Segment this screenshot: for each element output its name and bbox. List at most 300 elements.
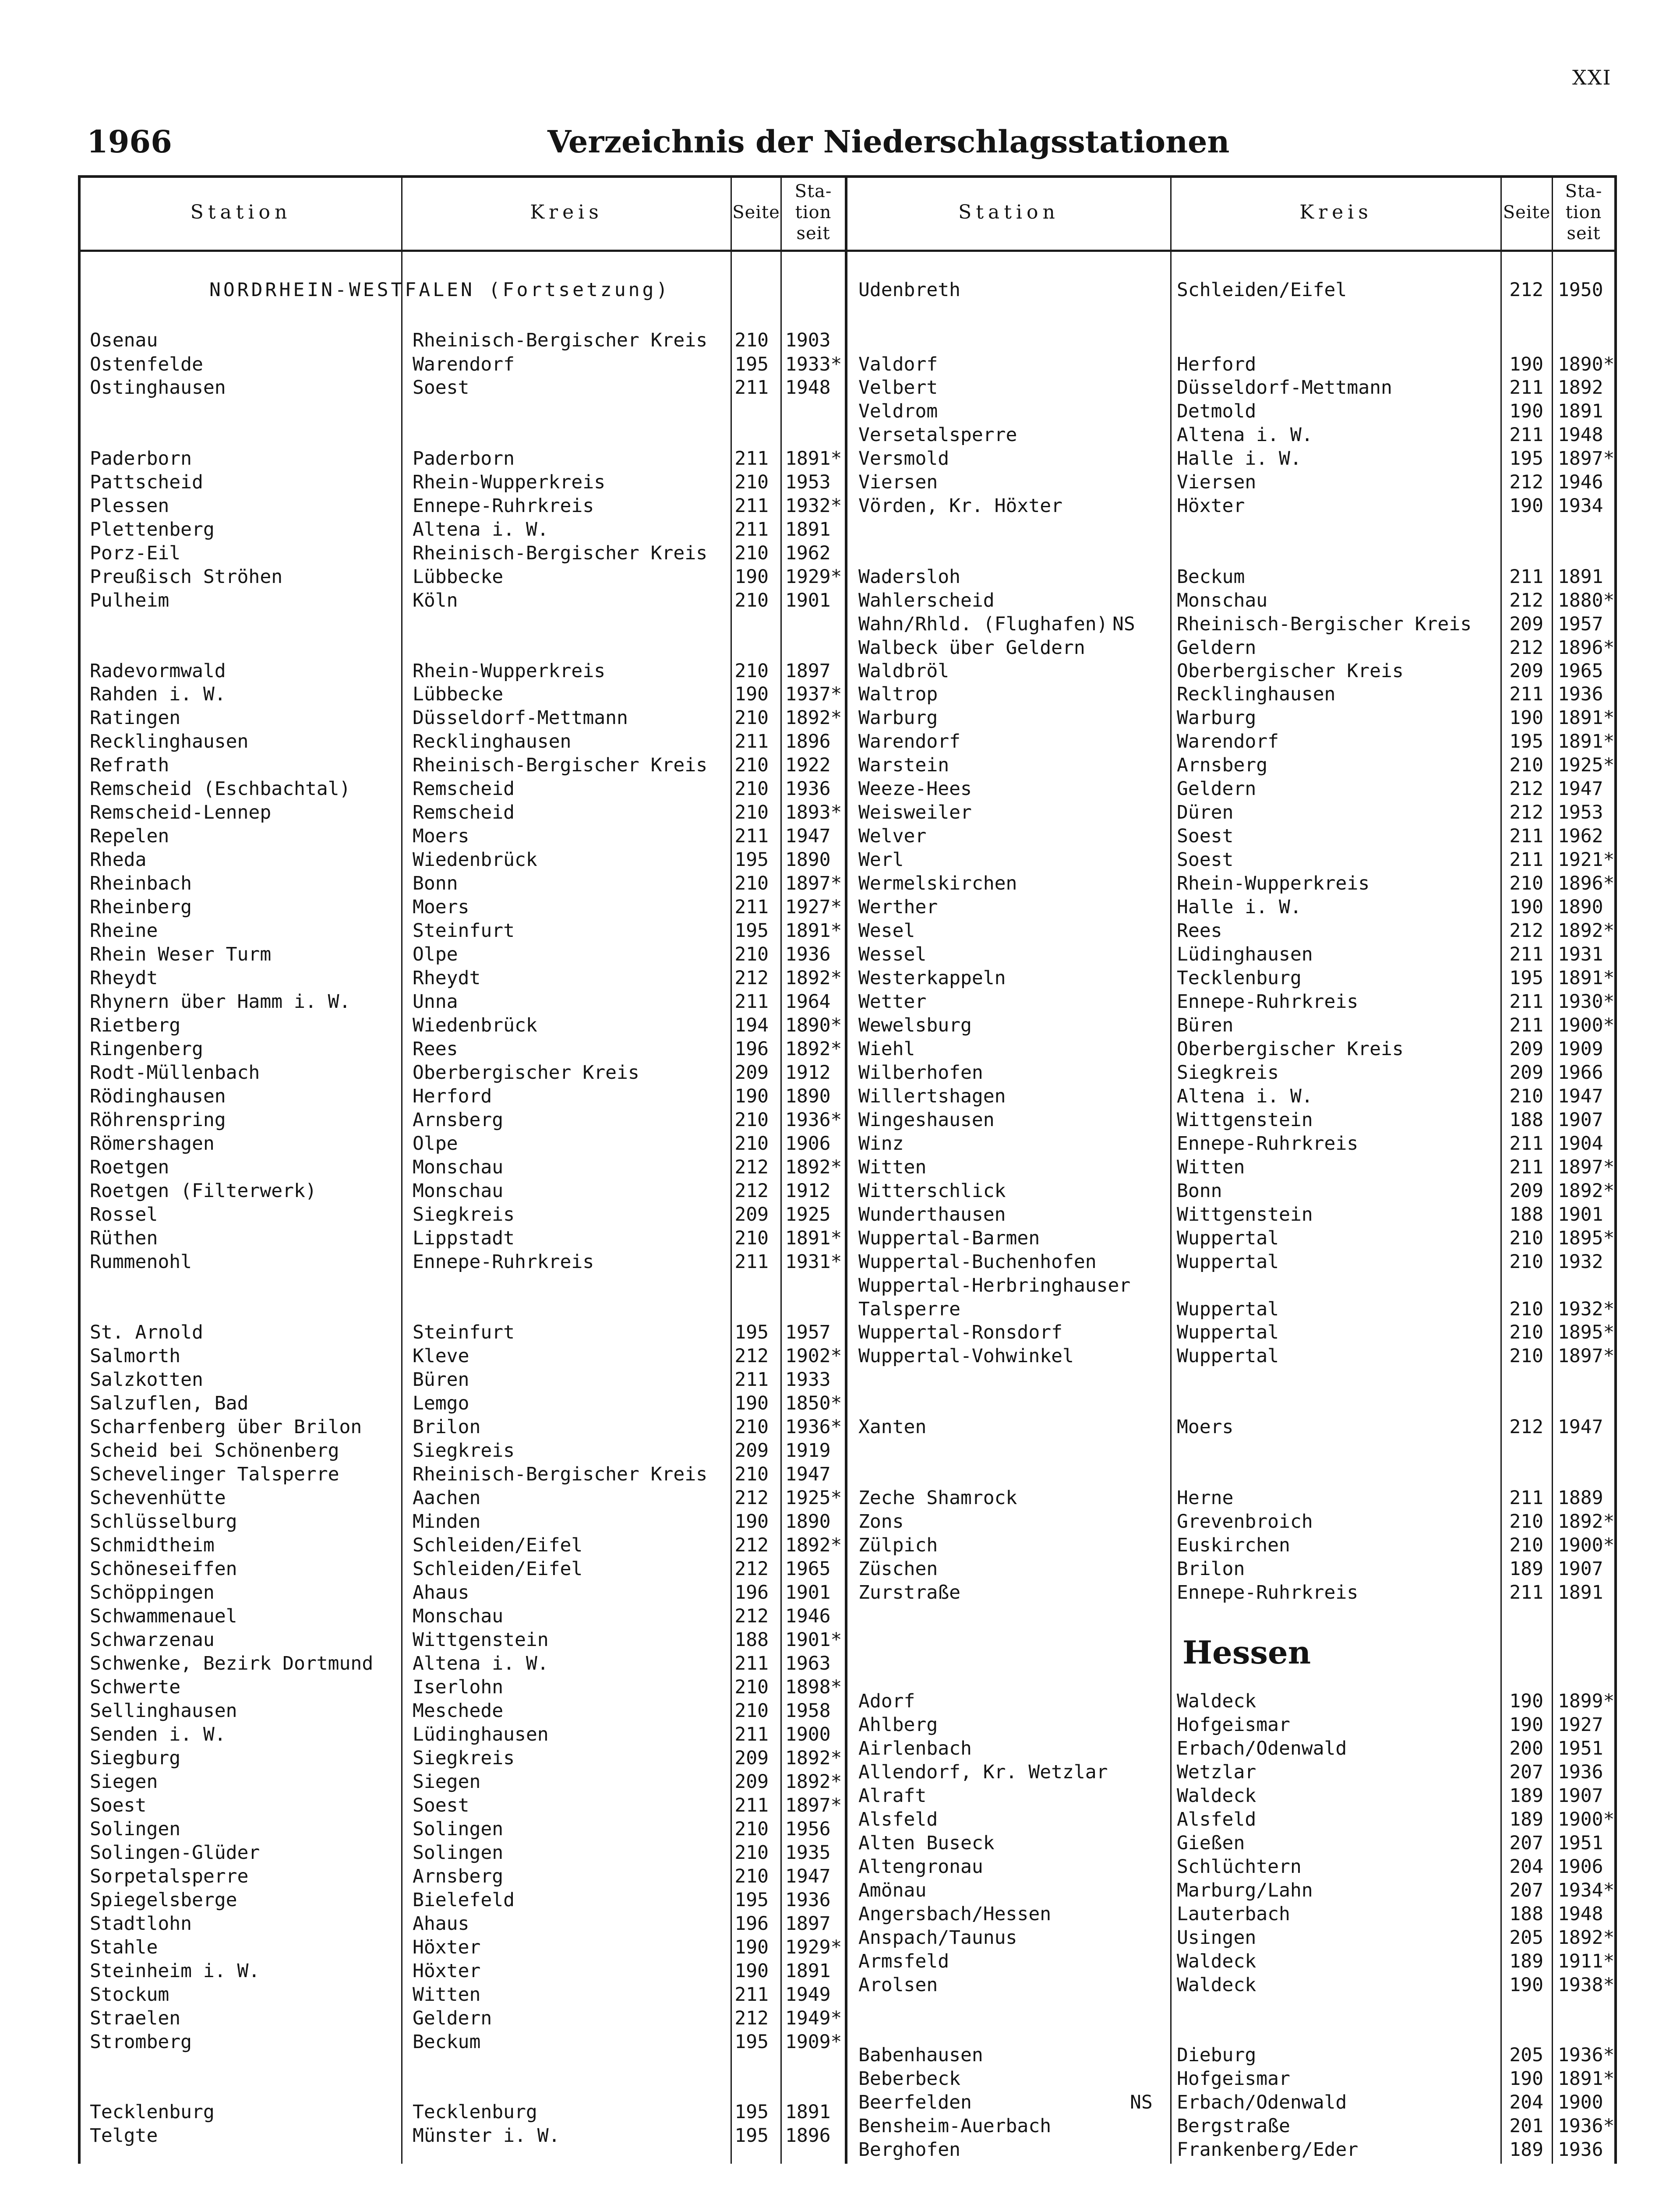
station-name: Schevenhütte: [90, 1487, 226, 1509]
station-year: 1892*: [785, 707, 842, 729]
table-row: [858, 682, 1612, 706]
station-year: 1907: [1558, 1109, 1603, 1131]
kreis-name: Wittgenstein: [1177, 1204, 1313, 1226]
station-name: Werl: [858, 849, 904, 871]
seite-value: 211: [734, 896, 769, 918]
kreis-name: Wiedenbrück: [413, 849, 537, 871]
station-year: 1890*: [785, 1014, 842, 1036]
kreis-name: Rhein-Wupperkreis: [413, 660, 606, 682]
table-row: [858, 423, 1612, 447]
seite-value: 195: [734, 2031, 769, 2053]
station-year: 1897*: [785, 1794, 842, 1816]
table-row: [90, 376, 841, 399]
table-row: [858, 1084, 1612, 1108]
seite-value: 190: [734, 1936, 769, 1958]
station-name: Siegburg: [90, 1747, 181, 1769]
station-name: Osenau: [90, 329, 158, 351]
table-row: [90, 801, 841, 824]
station-year: 1949: [785, 1984, 831, 2006]
seite-value: 190: [1509, 896, 1543, 918]
header-station-seit-right: [1553, 175, 1614, 250]
seite-value: 190: [734, 1960, 769, 1982]
kreis-name: Lüdinghausen: [1177, 943, 1313, 965]
station-year: 1951: [1558, 1832, 1603, 1854]
station-year: 1964: [785, 991, 831, 1013]
kreis-name: Ennepe-Ruhrkreis: [1177, 1133, 1359, 1155]
seite-value: 190: [1509, 353, 1543, 375]
seite-value: 211: [734, 1369, 769, 1391]
station-name: Arolsen: [858, 1974, 938, 1996]
kreis-name: Geldern: [1177, 637, 1256, 659]
station-name: Altengronau: [858, 1856, 983, 1878]
table-row: [90, 1983, 841, 2006]
seite-value: 210: [1509, 1298, 1543, 1320]
kreis-name: Wetzlar: [1177, 1761, 1256, 1783]
seite-value: 210: [1509, 1251, 1543, 1273]
station-year: 1891: [785, 1960, 831, 1982]
table-row: [90, 1084, 841, 1108]
table-row: [858, 1486, 1612, 1510]
station-name: Rahden i. W.: [90, 683, 226, 705]
seite-value: 200: [1509, 1738, 1543, 1759]
station-year: 1947: [785, 1865, 831, 1887]
station-year: 1932*: [785, 495, 842, 517]
station-year: 1895*: [1558, 1321, 1615, 1343]
seite-value: 212: [734, 967, 769, 989]
station-year: 1931: [1558, 943, 1603, 965]
station-name: Wuppertal-Ronsdorf: [858, 1321, 1062, 1343]
kreis-name: Rees: [1177, 920, 1222, 942]
table-row: [858, 777, 1612, 801]
kreis-name: Geldern: [1177, 778, 1256, 800]
seite-value: 211: [1509, 1582, 1543, 1604]
table-row: [90, 1533, 841, 1557]
station-name: Tecklenburg: [90, 2101, 215, 2123]
kreis-name: Waldeck: [1177, 1974, 1256, 1996]
kreis-name: Lemgo: [413, 1392, 469, 1414]
station-year: 1891: [1558, 400, 1603, 422]
station-name: Rheydt: [90, 967, 158, 989]
station-year: 1933*: [785, 353, 842, 375]
station-name: Alten Buseck: [858, 1832, 995, 1854]
table-row: [858, 1274, 1612, 1297]
station-name: Repelen: [90, 825, 169, 847]
station-name: Anspach/Taunus: [858, 1927, 1017, 1949]
station-year: 1900*: [1558, 1014, 1615, 1036]
table-row: [858, 895, 1612, 919]
kreis-name: Waldeck: [1177, 1690, 1256, 1712]
station-name: Soest: [90, 1794, 147, 1816]
kreis-name: Büren: [413, 1369, 469, 1391]
station-year: 1950: [1558, 279, 1603, 301]
station-name: Rodt-Müllenbach: [90, 1062, 260, 1084]
station-year: 1933: [785, 1369, 831, 1391]
seite-value: 211: [734, 1794, 769, 1816]
seite-value: 212: [734, 2007, 769, 2029]
station-year: 1936: [1558, 683, 1603, 705]
table-row: [90, 1841, 841, 1865]
station-name: Zurstraße: [858, 1582, 960, 1604]
kreis-name: Detmold: [1177, 400, 1256, 422]
table-row: [90, 943, 841, 966]
station-name: Wahn/Rhld. (Flughafen): [858, 613, 1108, 635]
seite-value: 188: [1509, 1903, 1543, 1925]
kreis-name: Olpe: [413, 1133, 458, 1155]
table-row: [90, 848, 841, 872]
station-name: Schwarzenau: [90, 1629, 215, 1651]
seite-value: 209: [734, 1771, 769, 1793]
seite-value: 210: [734, 590, 769, 611]
table-row: [90, 1037, 841, 1061]
station-year: 1966: [1558, 1062, 1603, 1084]
table-row: [858, 1344, 1615, 1368]
kreis-name: Ahaus: [413, 1582, 469, 1604]
kreis-name: Dieburg: [1177, 2044, 1256, 2066]
station-year: 1947: [1558, 1085, 1603, 1107]
table-row: [90, 1108, 841, 1132]
table-row: [90, 990, 841, 1014]
station-year: 1891: [785, 519, 831, 540]
station-name: Pulheim: [90, 590, 169, 611]
station-name: Salmorth: [90, 1345, 181, 1367]
seite-value: 211: [1509, 825, 1543, 847]
kreis-name: Steinfurt: [413, 1321, 515, 1343]
station-year: 1948: [1558, 424, 1603, 446]
kreis-name: Erbach/Odenwald: [1177, 1738, 1347, 1759]
seite-value: 190: [1509, 2068, 1543, 2090]
station-name: St. Arnold: [90, 1321, 203, 1343]
table-row: [90, 1723, 841, 1746]
station-year: 1897*: [1558, 1156, 1615, 1178]
kreis-name: Soest: [413, 1794, 469, 1816]
table-row: [858, 1831, 1612, 1855]
station-year: 1937*: [785, 683, 842, 705]
station-name: Schwerte: [90, 1676, 181, 1698]
seite-value: 210: [734, 1700, 769, 1722]
station-name: Weisweiler: [858, 802, 972, 823]
kreis-name: Höxter: [1177, 495, 1245, 517]
kreis-name: Euskirchen: [1177, 1534, 1290, 1556]
kreis-name: Moers: [413, 825, 469, 847]
kreis-name: Soest: [1177, 825, 1234, 847]
station-name: Röhrenspring: [90, 1109, 226, 1131]
table-row: [858, 706, 1615, 730]
table-row: [858, 1533, 1615, 1557]
kreis-name: Minden: [413, 1511, 481, 1533]
station-year: 1900: [1558, 2091, 1603, 2113]
table-row: [90, 1061, 841, 1084]
table-row: [858, 2091, 1612, 2114]
seite-value: 195: [734, 1889, 769, 1911]
kreis-name: Remscheid: [413, 778, 515, 800]
table-row: [90, 682, 841, 706]
station-name: Warburg: [858, 707, 938, 729]
station-name: Schöneseiffen: [90, 1558, 237, 1580]
seite-value: 209: [1509, 1062, 1543, 1084]
seite-value: 188: [1509, 1109, 1543, 1131]
kreis-name: Solingen: [413, 1842, 504, 1864]
station-name: Werther: [858, 896, 938, 918]
table-row: [90, 1604, 841, 1628]
section-nrw: NORDRHEIN-WESTFALEN (Fortsetzung): [209, 279, 671, 301]
station-year: 1891: [785, 2101, 831, 2123]
table-row: [858, 1037, 1612, 1061]
table-row: [90, 966, 841, 990]
station-year: 1962: [1558, 825, 1603, 847]
station-year: 1901: [1558, 1204, 1603, 1226]
station-year: 1936*: [1558, 2044, 1615, 2066]
kreis-name: Hofgeismar: [1177, 2068, 1290, 2090]
station-name: Airlenbach: [858, 1738, 972, 1759]
station-year: 1890: [785, 1085, 831, 1107]
table-row: [90, 1179, 841, 1203]
table-row: [858, 1108, 1612, 1132]
header-station-seit-line1: Sta-: [794, 181, 832, 201]
seite-value: 210: [734, 1463, 769, 1485]
station-name: Warendorf: [858, 731, 960, 752]
table-row: [858, 1203, 1612, 1226]
kreis-name: Rhein-Wupperkreis: [1177, 872, 1370, 894]
kreis-name: Brilon: [413, 1416, 481, 1438]
table-row: [858, 2114, 1615, 2138]
seite-value: 211: [734, 1251, 769, 1273]
kreis-name: Aachen: [413, 1487, 481, 1509]
station-name: Wewelsburg: [858, 1014, 972, 1036]
station-name: Rummenohl: [90, 1251, 192, 1273]
station-name: Schwenke, Bezirk Dortmund: [90, 1653, 374, 1674]
station-year: 1891*: [1558, 967, 1615, 989]
kreis-name: Remscheid: [413, 802, 515, 823]
station-year: 1929*: [785, 1936, 842, 1958]
station-year: 1892*: [785, 1534, 842, 1556]
station-year: 1936: [785, 778, 831, 800]
station-name: Wuppertal-Herbringhauser: [858, 1275, 1131, 1296]
header-divider: [78, 250, 1617, 252]
station-name: Wuppertal-Barmen: [858, 1227, 1040, 1249]
station-name: Plettenberg: [90, 519, 215, 540]
seite-value: 190: [1509, 1690, 1543, 1712]
station-name: Rheinberg: [90, 896, 192, 918]
table-row: [858, 1179, 1615, 1203]
kreis-name: Siegkreis: [413, 1440, 515, 1462]
kreis-name: Arnsberg: [413, 1865, 504, 1887]
kreis-name: Höxter: [413, 1936, 481, 1958]
kreis-name: Siegkreis: [413, 1204, 515, 1226]
table-row: [90, 1510, 841, 1533]
table-row: [858, 399, 1612, 423]
station-year: 1936: [785, 1889, 831, 1911]
station-name: Waldbröl: [858, 660, 949, 682]
station-year: 1850*: [785, 1392, 842, 1414]
table-row: [858, 1973, 1615, 1997]
seite-value: 210: [734, 329, 769, 351]
table-row: [90, 353, 841, 376]
kreis-name: Schleiden/Eifel: [413, 1534, 583, 1556]
station-year: 1892*: [785, 1771, 842, 1793]
kreis-name: Oberbergischer Kreis: [413, 1062, 639, 1084]
station-year: 1947: [785, 825, 831, 847]
station-name: Velbert: [858, 377, 938, 399]
station-year: 1891*: [785, 920, 842, 942]
station-name: Züschen: [858, 1558, 938, 1580]
table-row: [858, 353, 1615, 376]
seite-value: 190: [1509, 707, 1543, 729]
station-year: 1892*: [1558, 1927, 1615, 1949]
station-year: 1897*: [1558, 448, 1615, 470]
table-row: [90, 2006, 841, 2030]
station-name: Stromberg: [90, 2031, 192, 2053]
station-year: 1892*: [785, 1156, 842, 1178]
seite-value: 212: [734, 1534, 769, 1556]
seite-value: 210: [734, 1676, 769, 1698]
table-row: [90, 1936, 841, 1959]
kreis-name: Oberbergischer Kreis: [1177, 1038, 1404, 1060]
station-year: 1893*: [785, 802, 842, 823]
kreis-name: Büren: [1177, 1014, 1234, 1036]
station-name: Schevelinger Talsperre: [90, 1463, 339, 1485]
station-name: Stadtlohn: [90, 1913, 192, 1935]
seite-value: 209: [734, 1747, 769, 1769]
kreis-name: Meschede: [413, 1700, 504, 1722]
kreis-name: Solingen: [413, 1818, 504, 1840]
seite-value: 210: [1509, 1534, 1543, 1556]
kreis-name: Waldeck: [1177, 1950, 1256, 1972]
station-year: 1906: [1558, 1856, 1603, 1878]
station-year: 1901: [785, 1582, 831, 1604]
station-name: Alraft: [858, 1785, 927, 1807]
seite-value: 209: [734, 1062, 769, 1084]
table-row: [90, 1250, 841, 1274]
header-station-seit-line2: tion: [795, 202, 832, 223]
station-name: Schlüsselburg: [90, 1511, 237, 1533]
kreis-name: Wuppertal: [1177, 1321, 1279, 1343]
seite-value: 195: [1509, 967, 1543, 989]
station-year: 1906: [785, 1133, 831, 1155]
table-row: [858, 1415, 1612, 1439]
seite-value: 211: [1509, 1014, 1543, 1036]
station-name: Walbeck über Geldern: [858, 637, 1085, 659]
seite-value: 189: [1509, 1809, 1543, 1830]
table-row: [90, 1865, 841, 1888]
station-name: Schöppingen: [90, 1582, 215, 1604]
seite-value: 210: [734, 1818, 769, 1840]
table-row: [90, 1368, 841, 1392]
kreis-name: Altena i. W.: [413, 1653, 549, 1674]
table-row: [858, 943, 1612, 966]
station-year: 1932*: [1558, 1298, 1615, 1320]
kreis-name: Monschau: [413, 1156, 504, 1178]
station-name: Spiegelsberge: [90, 1889, 237, 1911]
table-row: [90, 1415, 841, 1439]
station-year: 1929*: [785, 566, 842, 588]
station-name: Udenbreth: [858, 279, 960, 301]
station-name: Stockum: [90, 1984, 169, 2006]
kreis-name: Grevenbroich: [1177, 1511, 1313, 1533]
table-row: [90, 1912, 841, 1936]
station-name: Römershagen: [90, 1133, 215, 1155]
station-year: 1919: [785, 1440, 831, 1462]
station-year: 1947: [785, 1463, 831, 1485]
station-name: Alsfeld: [858, 1809, 938, 1830]
seite-value: 201: [1509, 2115, 1543, 2137]
header-station-seit-right-line3: seit: [1567, 223, 1601, 244]
kreis-name: Ennepe-Ruhrkreis: [1177, 1582, 1359, 1604]
table-row: [858, 966, 1615, 990]
seite-value: 211: [734, 519, 769, 540]
kreis-name: Usingen: [1177, 1927, 1256, 1949]
seite-value: 209: [1509, 1038, 1543, 1060]
station-year: 1892*: [785, 967, 842, 989]
station-year: 1900*: [1558, 1534, 1615, 1556]
kreis-name: Wiedenbrück: [413, 1014, 537, 1036]
station-name: Wingeshausen: [858, 1109, 995, 1131]
table-row: [858, 872, 1615, 895]
table-row: [90, 659, 841, 683]
kreis-name: Oberbergischer Kreis: [1177, 660, 1404, 682]
seite-value: 190: [734, 566, 769, 588]
table-row: [90, 1581, 841, 1604]
header-station-seit: [782, 175, 845, 250]
table-row: [858, 1737, 1612, 1760]
kreis-name: Iserlohn: [413, 1676, 504, 1698]
station-name: Zeche Shamrock: [858, 1487, 1017, 1509]
seite-value: 190: [1509, 495, 1543, 517]
station-name: Scharfenberg über Brilon: [90, 1416, 362, 1438]
seite-value: 209: [1509, 660, 1543, 682]
station-name: Wesel: [858, 920, 915, 942]
kreis-name: Wittgenstein: [413, 1629, 549, 1651]
seite-value: 210: [734, 943, 769, 965]
page-title: Verzeichnis der Niederschlagsstationen: [547, 124, 1230, 160]
station-name: Beberbeck: [858, 2068, 960, 2090]
seite-value: 189: [1509, 1558, 1543, 1580]
table-row: [90, 1486, 841, 1510]
station-year: 1949*: [785, 2007, 842, 2029]
station-year: 1896*: [1558, 637, 1615, 659]
station-name: Ostinghausen: [90, 377, 226, 399]
kreis-name: Siegen: [413, 1771, 481, 1793]
kreis-name: Lippstadt: [413, 1227, 515, 1249]
seite-value: 212: [1509, 279, 1543, 301]
kreis-name: Altena i. W.: [413, 519, 549, 540]
seite-value: 209: [1509, 613, 1543, 635]
table-row: [90, 895, 841, 919]
section-hessen: Hessen: [1182, 1634, 1311, 1671]
table-row: [90, 1226, 841, 1250]
station-year: 1956: [785, 1818, 831, 1840]
station-name: Plessen: [90, 495, 169, 517]
kreis-name: Ennepe-Ruhrkreis: [413, 1251, 594, 1273]
kreis-name: Kleve: [413, 1345, 469, 1367]
table-row: [858, 447, 1615, 470]
station-year: 1890: [785, 849, 831, 871]
seite-value: 190: [1509, 400, 1543, 422]
seite-value: 210: [734, 872, 769, 894]
station-name: Veldrom: [858, 400, 938, 422]
seite-value: 195: [734, 2101, 769, 2123]
station-name: Stahle: [90, 1936, 158, 1958]
station-name: Warstein: [858, 754, 949, 776]
seite-value: 207: [1509, 1761, 1543, 1783]
table-row: [858, 1297, 1615, 1321]
station-year: 1958: [785, 1700, 831, 1722]
station-name: Babenhausen: [858, 2044, 983, 2066]
station-year: 1892*: [1558, 920, 1615, 942]
table-row: [858, 1155, 1615, 1179]
kreis-name: Bonn: [1177, 1180, 1222, 1202]
station-name: Adorf: [858, 1690, 915, 1712]
station-year: 1953: [785, 471, 831, 493]
